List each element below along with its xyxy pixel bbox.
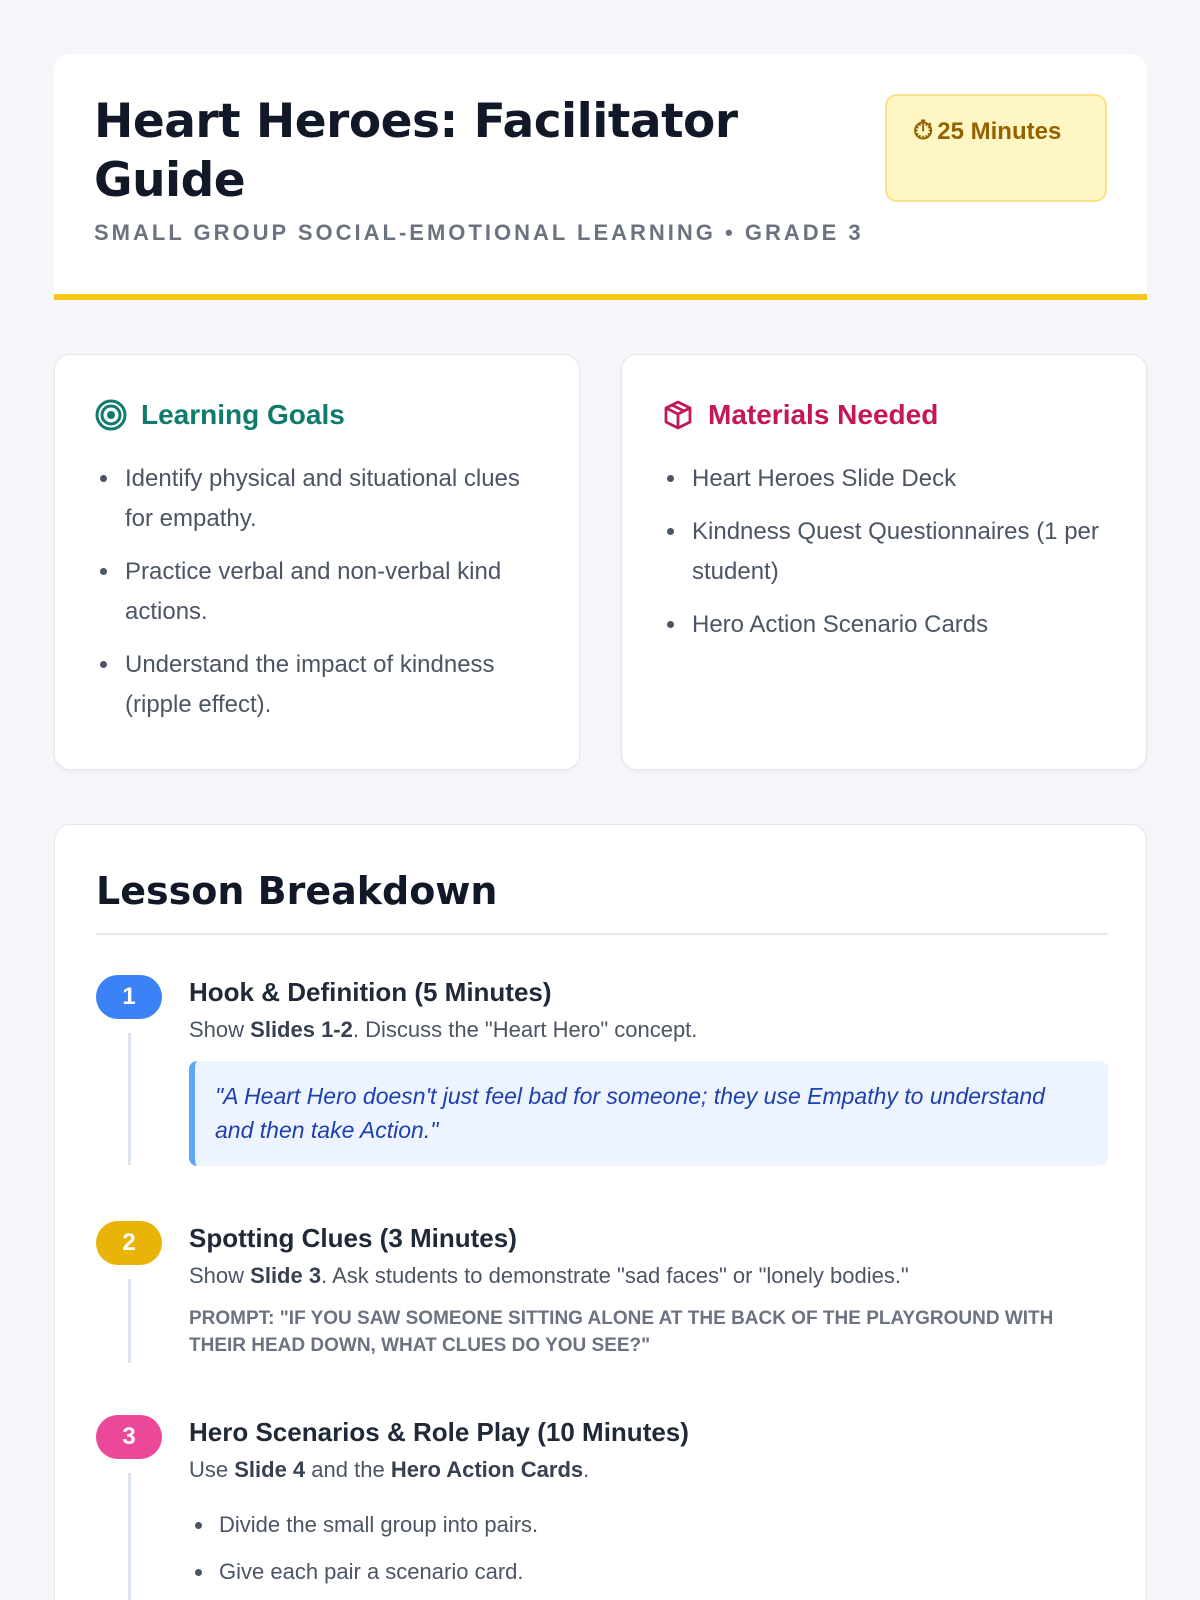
step-number-badge: 1 (96, 975, 162, 1019)
learning-goals-list (121, 459, 543, 738)
quote-callout: "A Heart Hero doesn't just feel bad for someone; they use Empathy to understand and then take Action." (189, 1061, 1108, 1166)
list-item: • Understand the impact of kindness (ripple effect). (121, 645, 543, 725)
materials-title: Materials Needed (708, 399, 939, 430)
materials-heading (662, 399, 938, 431)
materials-card (621, 354, 1147, 770)
timeline-line (128, 1473, 131, 1600)
target-icon (95, 399, 127, 431)
timeline-line (128, 1033, 131, 1165)
step-description: Use Slide 4 and the Hero Action Cards. (189, 1457, 590, 1482)
stopwatch-icon: ⏱ (913, 115, 934, 145)
list-item: • Kindness Quest Questionnaires (1 per student) (688, 512, 1110, 592)
list-item: • Heart Heroes Slide Deck (688, 459, 1110, 499)
step-title: Hook & Definition (5 Minutes) (189, 977, 552, 1007)
step-bullet-list (215, 1501, 538, 1595)
duration-badge (885, 94, 1107, 202)
list-item: • Identify physical and situational clues for empathy. (121, 459, 543, 539)
facilitator-prompt: PROMPT: "IF YOU SAW SOMEONE SITTING ALONE AT THE BACK OF THE PLAYGROUND WITH THEIR HEAD DOWN, WHAT CLUES DO YOU SEE?" (189, 1308, 1054, 1356)
learning-goals-card (54, 354, 580, 770)
page-title: Heart Heroes: Facilitator Guide (94, 94, 738, 208)
step-description: Show Slides 1-2. Discuss the "Heart Hero" concept. (189, 1017, 698, 1042)
step-title: Spotting Clues (3 Minutes) (189, 1223, 517, 1253)
lesson-title: Lesson Breakdown (96, 869, 498, 913)
box-icon (662, 399, 694, 431)
duration-label: 25 Minutes (937, 118, 1062, 145)
step-number-badge: 3 (96, 1415, 162, 1459)
learning-goals-heading (95, 399, 345, 431)
step-title: Hero Scenarios & Role Play (10 Minutes) (189, 1417, 689, 1447)
list-item: • Divide the small group into pairs. (215, 1501, 538, 1548)
list-item: • Practice verbal and non-verbal kind actions. (121, 552, 543, 632)
step-description: Show Slide 3. Ask students to demonstrate "sad faces" or "lonely bodies." (189, 1263, 909, 1288)
step-number-badge: 2 (96, 1221, 162, 1265)
timeline-line (128, 1279, 131, 1363)
list-item: • Hero Action Scenario Cards (688, 605, 1110, 645)
materials-list (688, 459, 1110, 658)
learning-goals-title: Learning Goals (141, 399, 345, 430)
list-item: • Give each pair a scenario card. (215, 1548, 538, 1595)
page-subtitle: SMALL GROUP SOCIAL-EMOTIONAL LEARNING • GRADE 3 (94, 220, 864, 245)
lesson-breakdown-card (54, 824, 1147, 1600)
header-card (54, 54, 1147, 300)
divider (96, 933, 1108, 935)
